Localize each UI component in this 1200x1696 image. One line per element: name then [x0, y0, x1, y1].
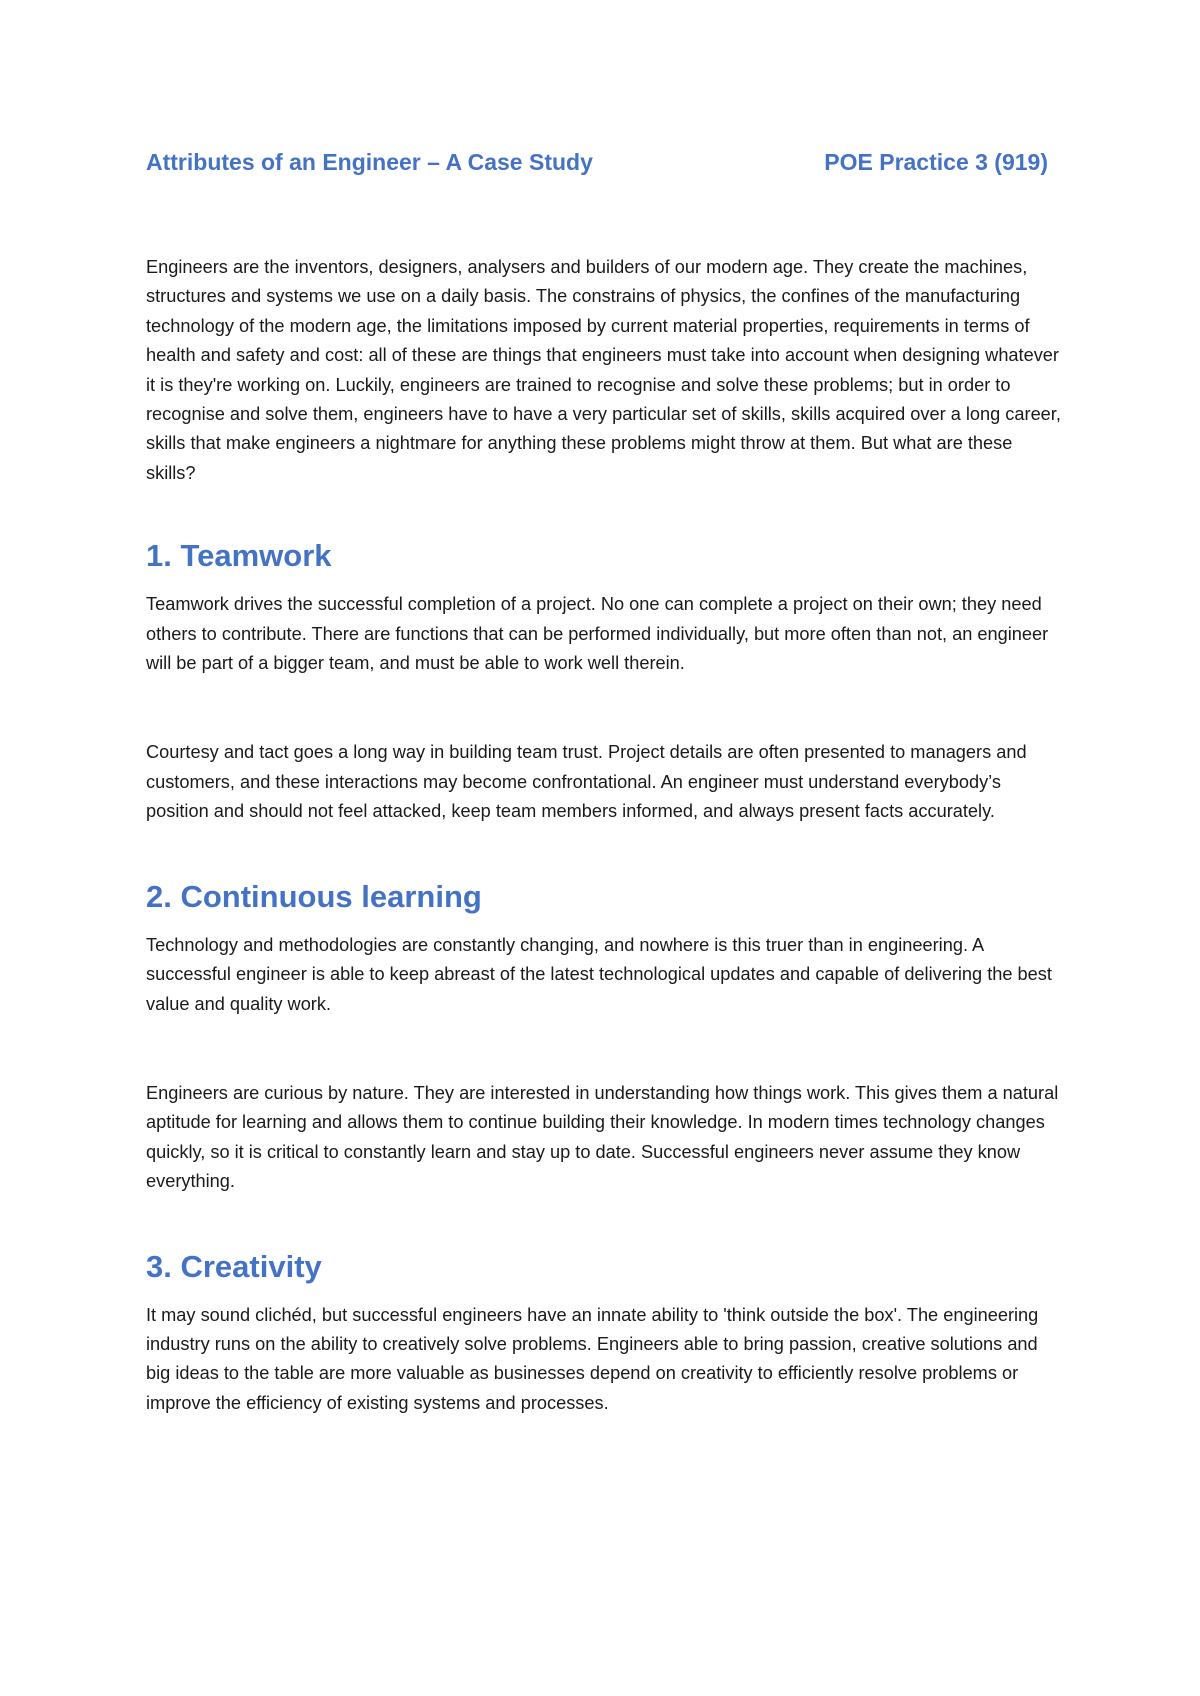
document-header — [146, 146, 1048, 178]
document-page — [146, 146, 1064, 1418]
intro-paragraph: Engineers are the inventors, designers, analysers and builders of our modern age. They create the machines, structures and systems we use on a daily basis. The constrains of physics, the confines of the manufacturing technology of the modern age, the limitations imposed by current material properties, requirements in terms of health and safety and cost: all of these are things that engineers must take into account when designing whatever it is they're working on. Luckily, engineers are trained to recognise and solve these problems; but in order to recognise and solve them, engineers have to have a very particular set of skills, skills acquired over a long career, skills that make engineers a nightmare for anything these problems might throw at them. But what are these skills? — [146, 257, 1061, 483]
section-heading-teamwork: 1. Teamwork — [146, 538, 332, 574]
section-heading-creativity: 3. Creativity — [146, 1248, 322, 1284]
creativity-paragraph-1: It may sound clichéd, but successful engineers have an innate ability to 'think outside the box'. The engineering industry runs on the ability to creatively solve problems. Engineers able to bring passion, creative solutions and big ideas to the table are more valuable as businesses depend on creativity to efficiently resolve problems or improve the efficiency of existing systems and processes. — [146, 1304, 1039, 1413]
teamwork-paragraph-2: Courtesy and tact goes a long way in building team trust. Project details are often presented to managers and customers, and these interactions may become confrontational. An engineer must understand everybody’s position and should not feel attacked, keep team members informed, and always present facts accurately. — [146, 742, 1027, 822]
teamwork-paragraph-1: Teamwork drives the successful completion of a project. No one can complete a project on their own; they need others to contribute. There are functions that can be performed individually, but more often than not, an engineer will be part of a bigger team, and must be able to work well therein. — [146, 594, 1049, 674]
document-title: Attributes of an Engineer – A Case Study — [146, 149, 593, 175]
learning-paragraph-2: Engineers are curious by nature. They are interested in understanding how things work. This gives them a natural aptitude for learning and allows them to continue building their knowledge. In modern times technology changes quickly, so it is critical to constantly learn and stay up to date. Successful engineers never assume they know everything. — [146, 1082, 1059, 1192]
course-code: POE Practice 3 (919) — [824, 149, 1048, 175]
section-heading-continuous-learning: 2. Continuous learning — [146, 878, 482, 914]
learning-paragraph-1: Technology and methodologies are constantly changing, and nowhere is this truer than in engineering. A successful engineer is able to keep abreast of the latest technological updates and capable of delivering the best value and quality work. — [146, 934, 1052, 1014]
